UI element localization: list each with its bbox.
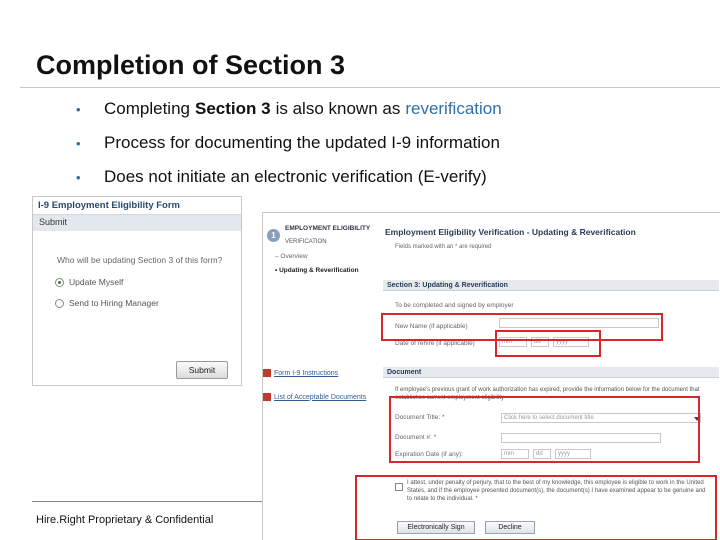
document-title-label: Document Title: * (395, 414, 445, 421)
bullet-icon: • (76, 101, 81, 117)
rehire-date-label: Date of rehire (if applicable) (395, 340, 475, 347)
reverification-form-panel (262, 212, 720, 540)
required-note: Fields marked with an * are required (395, 244, 492, 250)
electronically-sign-button[interactable]: Electronically Sign (397, 521, 475, 534)
document-heading: Document (383, 367, 719, 378)
nav-item-overview[interactable]: – Overview (275, 253, 308, 260)
submit-bar: Submit (33, 215, 241, 231)
slide-title: Completion of Section 3 (36, 50, 346, 80)
pdf-icon (263, 369, 271, 377)
document-title-select[interactable]: Click here to select document title (501, 413, 701, 423)
bullet-list (76, 92, 502, 194)
nav-item-updating-reverification[interactable]: • Updating & Reverification (275, 267, 359, 274)
nav-bullet-icon: – (275, 253, 281, 260)
i9-form-panel (32, 196, 242, 386)
updater-question: Who will be updating Section 3 of this form? (57, 255, 223, 265)
rehire-month-input[interactable]: mm (499, 337, 527, 347)
radio-update-myself[interactable] (55, 277, 123, 287)
bullet-item (76, 92, 502, 126)
bullet-icon: • (76, 135, 81, 151)
document-number-label: Document #: * (395, 434, 437, 441)
bullet-text-highlight: reverification (405, 99, 502, 118)
highlight-document (389, 396, 700, 463)
rehire-year-input[interactable]: yyyy (553, 337, 589, 347)
expiration-day-input[interactable]: dd (533, 449, 551, 459)
section3-heading: Section 3: Updating & Reverification (383, 280, 719, 291)
expiration-date-label: Expiration Date (if any): (395, 451, 463, 458)
submit-button[interactable]: Submit (176, 361, 228, 379)
radio-unselected-icon (55, 299, 64, 308)
rehire-day-input[interactable]: dd (531, 337, 549, 347)
bullet-text-bold: Section 3 (195, 99, 271, 118)
nav-heading: EMPLOYMENT ELIGIBILITY (285, 225, 371, 232)
link-i9-instructions[interactable]: Form I-9 Instructions (263, 369, 338, 377)
nav-bullet-icon: • (275, 267, 280, 274)
expiration-month-input[interactable]: mm (501, 449, 529, 459)
document-note: If employee's previous grant of work authorization has expired, provide the information below for the document that establishes current employment eligibility (395, 387, 700, 401)
title-divider (20, 87, 720, 88)
footer-divider (32, 501, 262, 502)
bullet-text: Does not initiate an electronic verification (E-verify) (104, 167, 487, 186)
form-title: Employment Eligibility Verification - Updating & Reverification (385, 227, 636, 237)
radio-send-to-hiring-manager[interactable] (55, 298, 159, 308)
attestation-text: I attest, under penalty of perjury, that to the best of my knowledge, this employee is eligible to work in the United States, and if the employee presented document(s), the document(s) I have examined appear to be genuine and to relate to the individual. * (407, 480, 706, 502)
highlight-rehire-date (495, 330, 601, 357)
expiration-year-input[interactable]: yyyy (555, 449, 591, 459)
decline-button[interactable]: Decline (485, 521, 535, 534)
radio-label: Update Myself (69, 277, 124, 287)
radio-label: Send to Hiring Manager (69, 298, 159, 308)
step-number-badge: 1 (267, 229, 280, 242)
bullet-text: Process for documenting the updated I-9 information (104, 133, 500, 152)
i9-form-title: I-9 Employment Eligibility Form (33, 197, 241, 215)
radio-selected-icon (55, 278, 64, 287)
bullet-text-mid: is also known as (275, 99, 401, 118)
bullet-icon: • (76, 169, 81, 185)
highlight-attestation (355, 475, 717, 540)
bullet-item (76, 160, 502, 194)
footer-text: Hire.Right Proprietary & Confidential (36, 514, 214, 526)
link-acceptable-documents[interactable]: List of Acceptable Documents (263, 393, 366, 401)
nav-subheading: VERIFICATION (285, 239, 327, 245)
bullet-item (76, 126, 502, 160)
pdf-icon (263, 393, 271, 401)
bullet-text-pre: Completing (104, 99, 190, 118)
employer-note: To be completed and signed by employer (395, 302, 514, 309)
new-name-label: New Name (if applicable) (395, 323, 468, 330)
